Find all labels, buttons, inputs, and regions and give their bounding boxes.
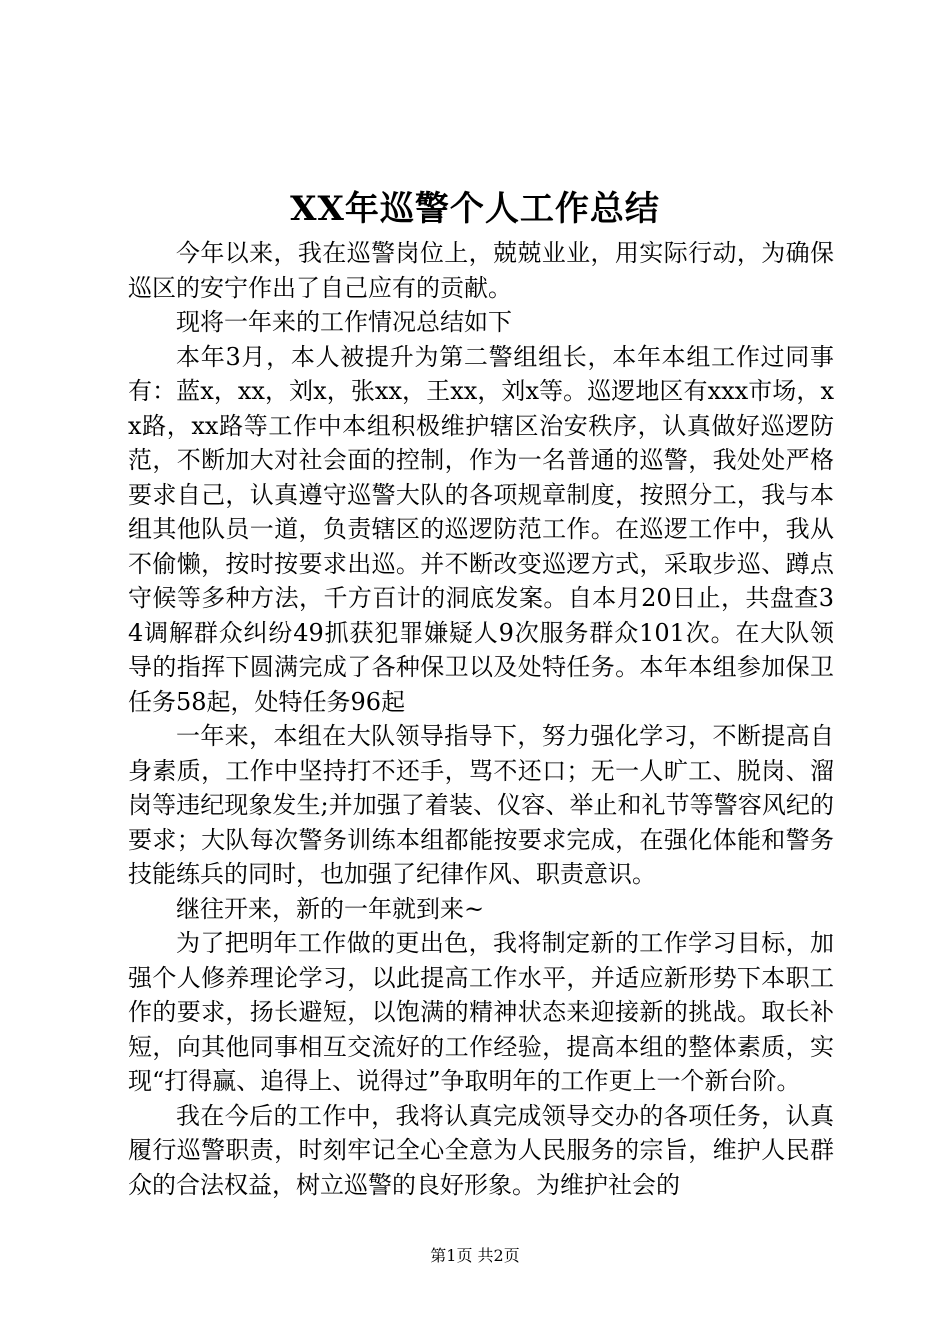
paragraph-patrol-work: 本年3月，本人被提升为第二警组组长，本年本组工作过同事有：蓝x，xx，刘x，张xx，王xx，刘x等。巡逻地区有xxx市场，xx路，xx路等工作中本组积极维护辖区治安秩序，认真做好巡逻防范，不断加大对社会面的控制，作为一名普通的巡警，我处处严格要求自己，认真遵守巡警大队的各项规章制度，按照分工，我与本组其他队员一道，负责辖区的巡逻防范工作。在巡逻工作中，我从不偷懒，按时按要求出巡。并不断改变巡逻方式，采取步巡、蹲点守候等多种方法，千方百计的洞底发案。自本月20日止，共盘查34调解群众纠纷49抓获犯罪嫌疑人9次服务群众101次。在大队领导的指挥下圆满完成了各种保卫以及处特任务。本年本组参加保卫任务58起，处特任务96起 <box>128 342 834 716</box>
document-body <box>128 236 834 1202</box>
paragraph-new-year: 继往开来，新的一年就到来~ <box>176 894 485 923</box>
document-title: XX年巡警个人工作总结 <box>290 189 660 229</box>
paragraph-goals: 为了把明年工作做的更出色，我将制定新的工作学习目标，加强个人修养理论学习，以此提高工作水平，并适应新形势下本职工作的要求，扬长避短，以饱满的精神状态来迎接新的挑战。取长补短，向其他同事相互交流好的工作经验，提高本组的整体素质，实现“打得赢、追得上、说得过”争取明年的工作更上一个新台阶。 <box>128 929 834 1095</box>
paragraph-intro: 今年以来，我在巡警岗位上，兢兢业业，用实际行动，为确保巡区的安宁作出了自己应有的贡献。 <box>128 239 834 302</box>
paragraph-summary-lead: 现将一年来的工作情况总结如下 <box>176 308 512 336</box>
paragraph-discipline: 一年来，本组在大队领导指导下，努力强化学习，不断提高自身素质，工作中坚持打不还手，骂不还口；无一人旷工、脱岗、溜岗等违纪现象发生;并加强了着装、仪容、举止和礼节等警容风纪的要求；大队每次警务训练本组都能按要求完成，在强化体能和警务技能练兵的同时，也加强了纪律作风、职责意识。 <box>128 722 834 888</box>
paragraph-future-work: 我在今后的工作中，我将认真完成领导交办的各项任务，认真履行巡警职责，时刻牢记全心全意为人民服务的宗旨，维护人民群众的合法权益，树立巡警的良好形象。为维护社会的 <box>128 1101 834 1199</box>
page-number: 第1页 共2页 <box>430 1246 520 1265</box>
